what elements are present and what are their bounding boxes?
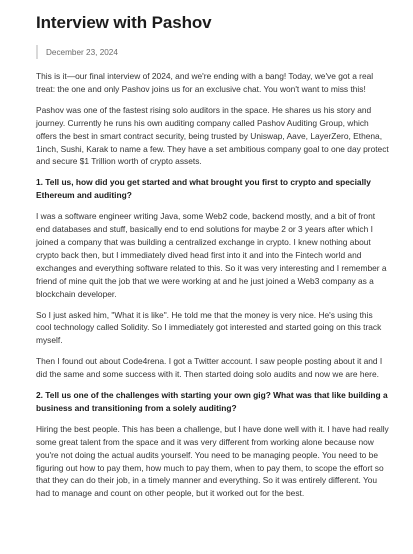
answer-paragraph: Hiring the best people. This has been a challenge, but I have done well with it. I have had really some great talent from the space and it was very different from working alone because now you're not doing the actual audits yourself. You need to be managing people. You need to be figuring out how to pay them, how much to pay them, when to pay them, to scope the effort so that they can do their job, in a timely manner and everything. So it was entirely different. You had to manage and count on other people, but it worked out for the best.: [36, 423, 389, 499]
intro-paragraph: This is it—our final interview of 2024, and we're ending with a bang! Today, we've got a real treat: the one and only Pashov joins us for an exclusive chat. You won't want to miss this!: [36, 71, 374, 94]
answer-paragraph: So I just asked him, "What it is like". He told me that the money is very nice. He's using this cool technology called Solidity. So I immediately got interested and started going on this track myself.: [36, 309, 382, 346]
answer-paragraph: I was a software engineer writing Java, some Web2 code, backend mostly, and a bit of front end databases and stuff, basically end to end solutions for maybe 2 or 3 years after which I joined a company that was building a centralized exchange in crypto. I knew nothing about crypto back then, but I immediately dived head first into it and into the Fintech world and exchanges and everything software related to this. So it was very interesting and I remember a friend of mine quit the job that we were working at and he just joined a Web3 company as a blockchain developer.: [36, 211, 387, 299]
question-heading: 1. Tell us, how did you get started and what brought you first to crypto and specially Ethereum and auditing?: [36, 177, 371, 201]
date-block: [36, 45, 389, 59]
article-title: Interview with Pashov: [36, 13, 212, 32]
answer-paragraph: Then I found out about Code4rena. I got a Twitter account. I saw people posting about it and I did the same and some success with it. Then started doing solo audits and now we are here.: [36, 356, 383, 380]
publish-date: December 23, 2024: [46, 47, 118, 57]
intro-paragraph: Pashov was one of the fastest rising solo auditors in the space. He shares us his story and journey. Currently he runs his own auditing company called Pashov Auditing Group, which offers the best in smart contract security, being trusted by Uniswap, Aave, LayerZero, Ethena, 1inch, Sushi, Karak to name a few. They have a set ambitious company goal to one day protect and secure $1 Trillion worth of crypto assets.: [36, 104, 389, 167]
question-heading: 2. Tell us one of the challenges with starting your own gig? What was that like building a business and transitioning from a solely auditing?: [36, 390, 388, 413]
